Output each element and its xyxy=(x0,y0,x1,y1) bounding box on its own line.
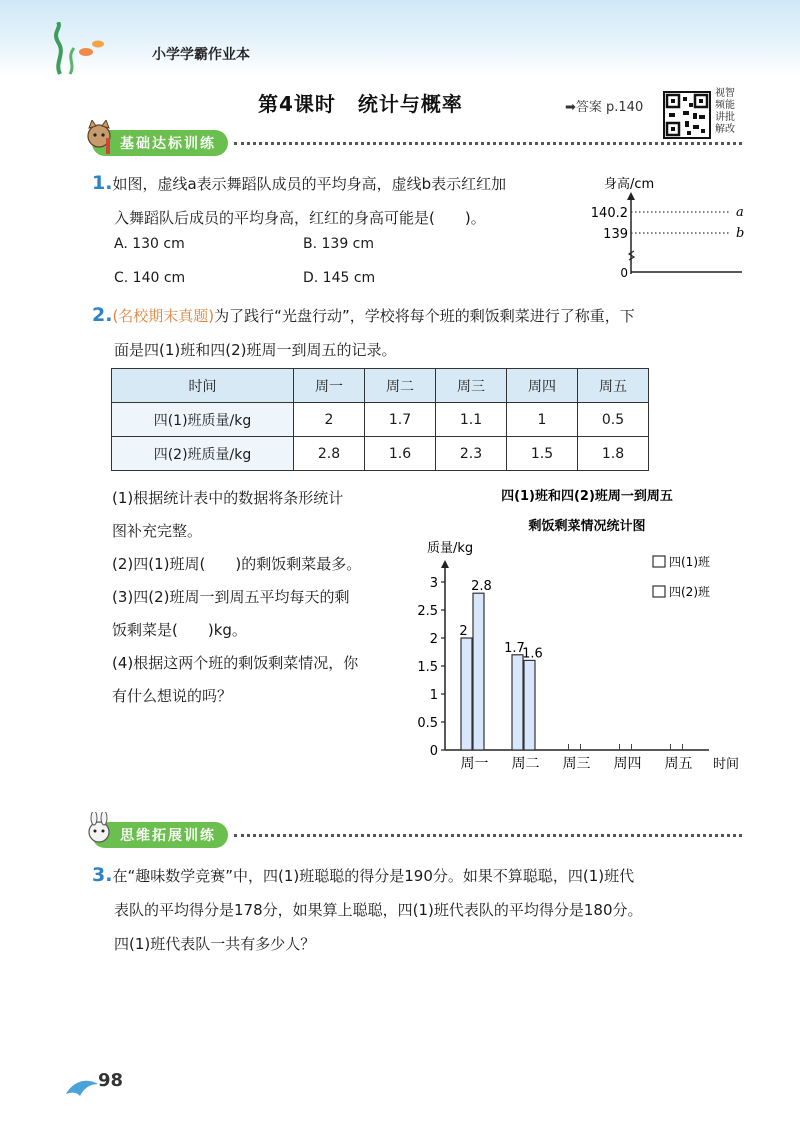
table-header: 周四 xyxy=(507,369,578,403)
book-title: 小学学霸作业本 xyxy=(152,47,250,63)
axis-arrow-icon xyxy=(627,192,635,200)
option-a[interactable]: A. 130 cm xyxy=(114,236,185,252)
section-divider xyxy=(234,142,742,145)
subquestion-1-cont: 图补充完整。 xyxy=(112,522,203,540)
legend-label-1: 四(1)班 xyxy=(669,555,710,569)
chart-x-label: 时间 xyxy=(713,757,740,772)
table-header: 周一 xyxy=(294,369,365,403)
chart-y-label: 质量/kg xyxy=(427,541,474,556)
question-3-line-2: 表队的平均得分是178分，如果算上聪聪，四(1)班代表队的平均得分是180分。 xyxy=(114,901,643,919)
x-category-label: 周一 xyxy=(460,756,489,772)
table-header: 周三 xyxy=(436,369,507,403)
table-header-row xyxy=(112,369,649,403)
section-basic xyxy=(92,130,742,156)
bar-data-label: 2.8 xyxy=(471,579,492,595)
subquestion-2: (2)四(1)班周( )的剩饭剩菜最多。 xyxy=(112,555,362,573)
table-cell: 1.8 xyxy=(578,437,649,471)
y-tick-label: 2 xyxy=(429,632,438,647)
lesson-title: 统计与概率 xyxy=(357,92,463,116)
y-tick-label: 0 xyxy=(429,744,438,759)
line-a-label: a xyxy=(736,205,744,220)
question-2 xyxy=(92,298,752,367)
x-category-label: 周二 xyxy=(511,756,540,772)
table-row xyxy=(112,437,649,471)
table-header: 周五 xyxy=(578,369,649,403)
table-header: 时间 xyxy=(112,369,294,403)
line-b-label: b xyxy=(736,226,745,241)
x-category-label: 周三 xyxy=(562,756,591,772)
section-extend xyxy=(92,822,742,848)
value-a: 140.2 xyxy=(590,206,628,221)
table-cell: 1.1 xyxy=(436,403,507,437)
bar-2 xyxy=(524,660,535,750)
section-basic-label: 基础达标训练 xyxy=(92,130,228,156)
lesson-heading xyxy=(258,88,463,117)
option-c[interactable]: C. 140 cm xyxy=(114,270,186,286)
subquestion-3-cont: 饭剩菜是( )kg。 xyxy=(112,621,247,639)
table-cell: 四(1)班质量/kg xyxy=(112,403,294,437)
bar-1 xyxy=(512,655,523,750)
bar-data-label: 1.7 xyxy=(504,640,525,656)
question-2-line-2: 面是四(1)班和四(2)班周一到周五的记录。 xyxy=(114,341,397,359)
rabbit-mascot-icon xyxy=(84,812,114,848)
question-2-number: 2. xyxy=(92,304,113,326)
qr-caption: 视智 频能 讲批 解改 xyxy=(715,88,735,135)
table-cell: 2 xyxy=(294,403,365,437)
table-cell: 1.6 xyxy=(365,437,436,471)
y-tick-label: 0.5 xyxy=(417,716,438,731)
y-tick-label: 1 xyxy=(429,688,438,703)
section-extend-label: 思维拓展训练 xyxy=(92,822,228,848)
question-1-line-1: 1.如图，虚线a表示舞蹈队成员的平均身高，虚线b表示红红加 xyxy=(92,172,507,194)
cat-mascot-icon xyxy=(84,120,114,156)
question-2-subquestions xyxy=(112,482,412,713)
bar-data-label: 2 xyxy=(459,624,468,639)
record-table xyxy=(111,368,649,471)
axis-break-icon xyxy=(629,251,634,260)
table-row xyxy=(112,403,649,437)
option-b[interactable]: B. 139 cm xyxy=(303,236,375,252)
bar-1 xyxy=(461,638,472,750)
table-cell: 2.8 xyxy=(294,437,365,471)
table-cell: 1.5 xyxy=(507,437,578,471)
subquestion-1: (1)根据统计表中的数据将条形统计 xyxy=(112,489,344,507)
header-band xyxy=(0,0,800,76)
table-cell: 四(2)班质量/kg xyxy=(112,437,294,471)
seaweed-icon xyxy=(46,22,136,76)
subquestion-4-cont: 有什么想说的吗？ xyxy=(112,687,233,705)
y-tick-label: 3 xyxy=(429,576,438,591)
legend-swatch-2 xyxy=(653,586,665,597)
question-1-number: 1. xyxy=(92,172,113,194)
y-tick-label: 1.5 xyxy=(417,660,438,675)
subquestion-3: (3)四(2)班周一到周五平均每天的剩 xyxy=(112,588,350,606)
value-b: 139 xyxy=(603,227,628,242)
bar-data-label: 1.6 xyxy=(522,646,543,662)
table-cell: 1.7 xyxy=(365,403,436,437)
legend-label-2: 四(2)班 xyxy=(669,585,710,599)
question-1 xyxy=(92,166,572,235)
y-axis-arrow-icon xyxy=(441,560,449,568)
lesson-number: 第4课时 xyxy=(258,92,336,116)
x-category-label: 周四 xyxy=(613,756,642,772)
y-tick-label: 2.5 xyxy=(417,604,438,619)
legend-swatch-1 xyxy=(653,556,665,567)
question-3-number: 3. xyxy=(92,864,113,886)
subquestion-4: (4)根据这两个班的剩饭剩菜情况，你 xyxy=(112,654,359,672)
zero-label: 0 xyxy=(620,266,628,280)
option-d[interactable]: D. 145 cm xyxy=(303,270,376,286)
dolphin-icon xyxy=(64,1074,100,1102)
question-3-line-3: 四(1)班代表队一共有多少人？ xyxy=(114,935,316,953)
table-cell: 0.5 xyxy=(578,403,649,437)
height-figure xyxy=(584,172,754,284)
bar-chart xyxy=(415,484,755,780)
question-1-line-2: 入舞蹈队后成员的平均身高，红红的身高可能是( )。 xyxy=(114,209,486,227)
question-3 xyxy=(92,858,752,961)
answer-reference: ➡答案 p.140 xyxy=(565,100,644,115)
section-divider xyxy=(234,834,742,837)
chart-subtitle: 剩饭剩菜情况统计图 xyxy=(528,519,646,534)
page-number: 98 xyxy=(98,1070,124,1091)
x-category-label: 周五 xyxy=(664,756,693,772)
bar-2 xyxy=(473,593,484,750)
table-cell: 2.3 xyxy=(436,437,507,471)
table-cell: 1 xyxy=(507,403,578,437)
question-2-line-1: 2.(名校期末真题)为了践行“光盘行动”，学校将每个班的剩饭剩菜进行了称重，下 xyxy=(92,304,635,326)
table-header: 周二 xyxy=(365,369,436,403)
question-3-line-1: 3.在“趣味数学竞赛”中，四(1)班聪聪的得分是190分。如果不算聪聪，四(1)班代 xyxy=(92,864,635,886)
question-2-tag: (名校期末真题) xyxy=(112,307,215,325)
height-axis-label: 身高/cm xyxy=(604,177,655,192)
chart-title: 四(1)班和四(2)班周一到周五 xyxy=(501,489,673,504)
